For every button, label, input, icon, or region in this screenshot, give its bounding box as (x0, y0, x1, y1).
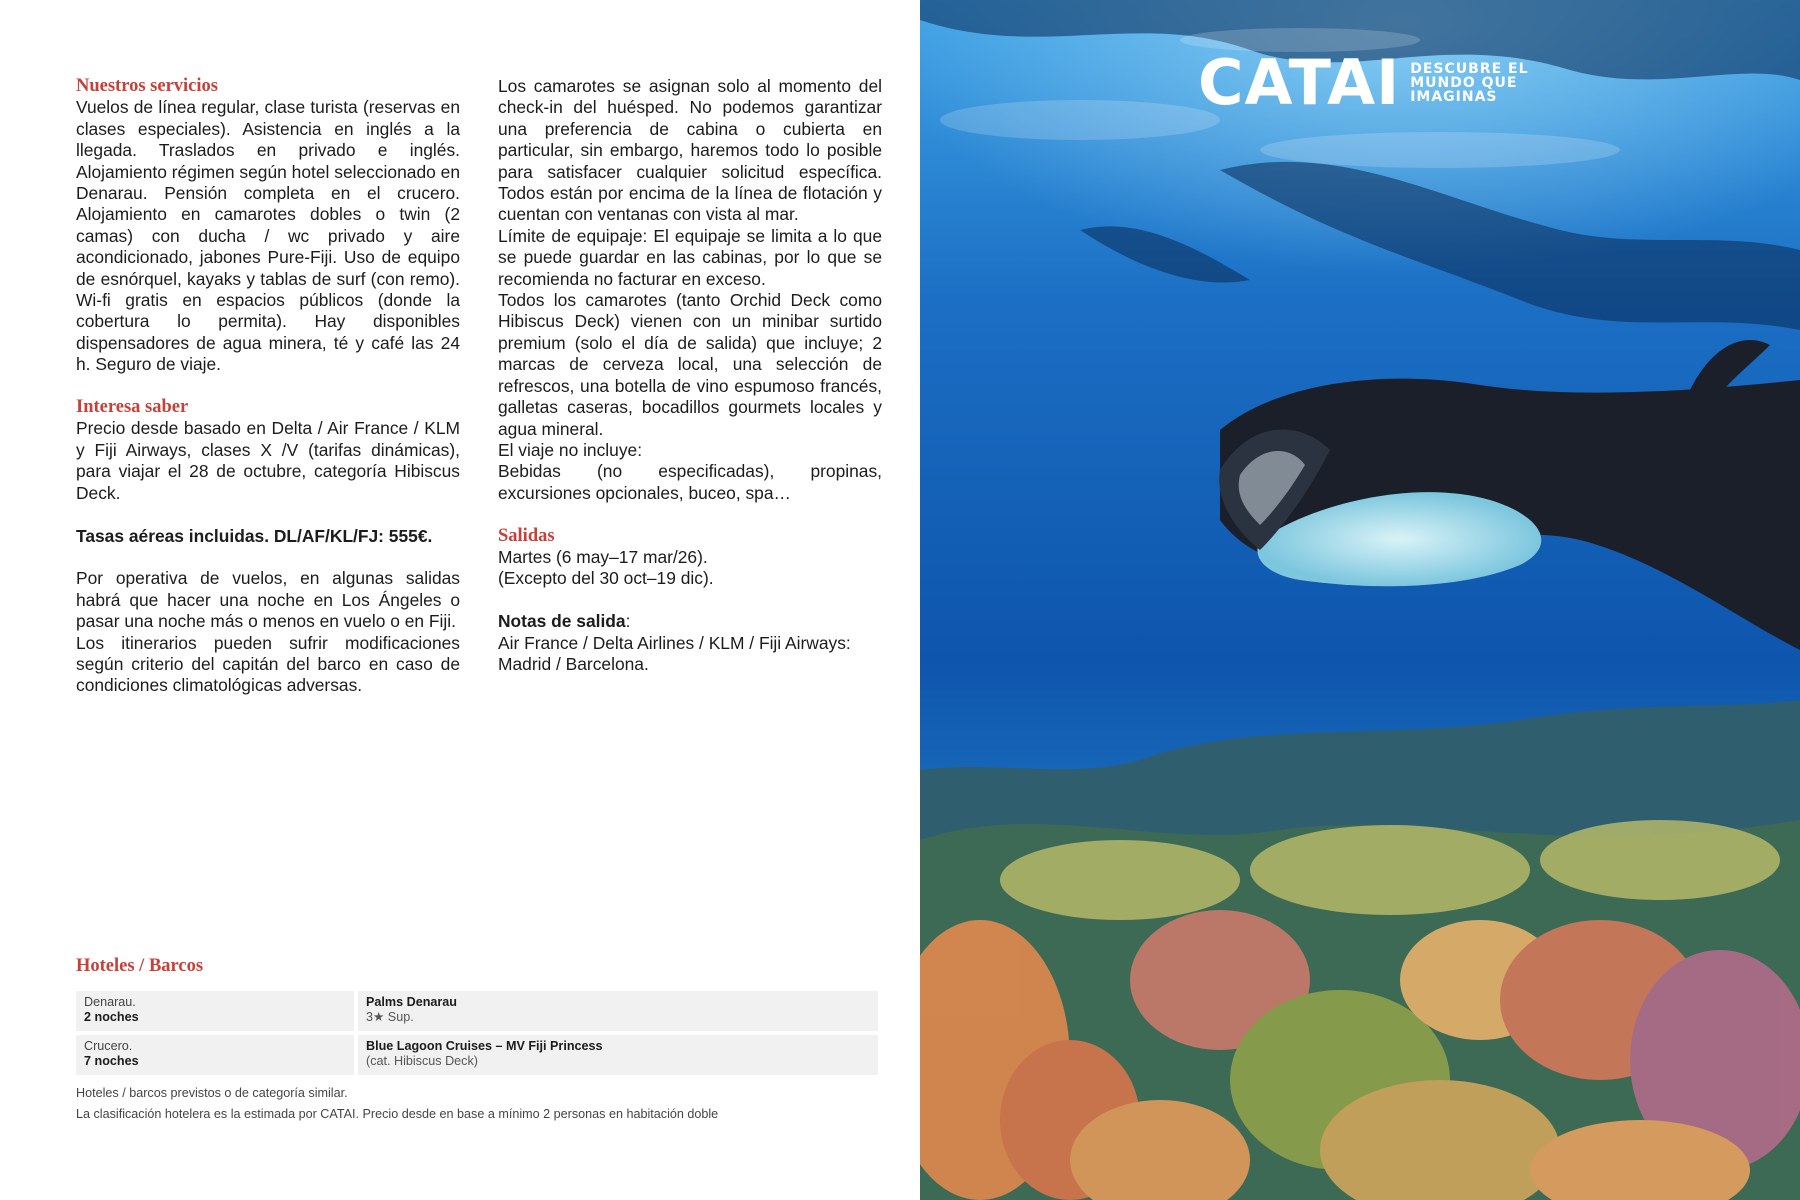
column-1 (76, 76, 460, 697)
brand-name: CATAI (1198, 46, 1401, 119)
brand-tagline-line-2: MUNDO QUE (1410, 75, 1518, 91)
brand-tagline-line-3: IMAGINAS (1410, 89, 1498, 105)
hotel-row (76, 1035, 878, 1075)
hotels-note-1: Hoteles / barcos previstos o de categoría similar. (76, 1086, 348, 1101)
hotel-place: Denarau. (84, 995, 136, 1010)
departure-notes-line-1: Air France / Delta Airlines / KLM / Fiji Airways: (498, 632, 851, 653)
not-included-label: El viaje no incluye: (498, 439, 643, 460)
hotel-name-cell (358, 991, 878, 1031)
hotels-heading: Hoteles / Barcos (76, 956, 204, 976)
itinerary-text: Los itinerarios pueden sufrir modificaciones según criterio del capitán del barco en caso de condiciones climatológicas adversas. (76, 632, 460, 696)
hotels-note-2: La clasificación hotelera es la estimada por CATAI. Precio desde en base a mínimo 2 personas en habitación doble (76, 1107, 719, 1122)
hotel-place-cell (76, 991, 354, 1031)
hotel-row (76, 991, 878, 1031)
brand-tagline (1410, 62, 1528, 104)
column-2 (498, 76, 882, 675)
hotel-nights: 7 noches (84, 1054, 139, 1069)
departures-line-2: (Excepto del 30 oct–19 dic). (498, 568, 714, 589)
brand-tagline-line-1: DESCUBRE EL (1410, 61, 1529, 77)
info-text: Precio desde basado en Delta / Air France / KLM y Fiji Airways, clases X /V (tarifas dinámicas), para viajar el 28 de octubre, categoría Hibiscus Deck. (76, 418, 460, 503)
taxes-text: Tasas aéreas incluidas. DL/AF/KL/FJ: 555€. (76, 525, 433, 546)
hotel-category: (cat. Hibiscus Deck) (366, 1054, 478, 1069)
not-included-text: Bebidas (no especificadas), propinas, excursiones opcionales, buceo, spa… (498, 461, 882, 503)
catai-logo (1198, 46, 1529, 119)
cabins-text: Los camarotes se asignan solo al momento del check-in del huésped. No podemos garantizar una preferencia de cabina o cubierta en particular, sin embargo, haremos todo lo posible para satisfacer cualquier solicitud específica. Todos están por encima de la línea de flotación y cuentan con ventanas con vista al mar. (498, 76, 882, 225)
hotel-name: Blue Lagoon Cruises – MV Fiji Princess (366, 1039, 603, 1054)
departures-line-1: Martes (6 may–17 mar/26). (498, 546, 708, 567)
departures-heading: Salidas (498, 525, 555, 546)
hotel-name: Palms Denarau (366, 995, 457, 1010)
ops-text: Por operativa de vuelos, en algunas salidas habrá que hacer una noche en Los Ángeles o pasar una noche más o menos en vuelo o en Fiji. (76, 568, 460, 632)
minibar-text: Todos los camarotes (tanto Orchid Deck como Hibiscus Deck) vienen con un minibar surtido premium (solo el día de salida) que incluye; 2 marcas de cerveza local, una selección de refrescos, una botella de vino espumoso francés, galletas caseras, bocadillos gourmets locales y agua mineral. (498, 290, 882, 439)
info-heading: Interesa saber (76, 397, 189, 418)
departure-notes-label: Notas de salida (498, 611, 626, 632)
hotel-nights: 2 noches (84, 1010, 139, 1025)
departure-notes-colon: : (625, 611, 631, 632)
departure-notes-line-2: Madrid / Barcelona. (498, 653, 649, 674)
services-heading: Nuestros servicios (76, 76, 218, 96)
hotel-place-cell (76, 1035, 354, 1075)
services-text: Vuelos de línea regular, clase turista (reservas en clases especiales). Asistencia en inglés a la llegada. Traslados en privado e inglés. Alojamiento régimen según hotel seleccionado en Denarau. Pensión completa en el crucero. Alojamiento en camarotes dobles o twin (2 camas) con ducha / wc privado y aire acondicionado, jabones Pure-Fiji. Uso de equipo de esnórquel, kayaks y tablas de surf (con remo). Wi-fi gratis en espacios públicos (donde la cobertura lo permita). Hay disponibles dispensadores de agua minera, té y café las 24 h. Seguro de viaje. (76, 97, 460, 375)
departure-notes-title (498, 611, 882, 632)
hotel-place: Crucero. (84, 1039, 133, 1054)
hotels-section (76, 956, 878, 1125)
manta-ray-photo (920, 0, 1800, 1200)
photo-page (920, 0, 1800, 1200)
hotel-name-cell (358, 1035, 878, 1075)
luggage-text: Límite de equipaje: El equipaje se limita a lo que se puede guardar en las cabinas, por lo que se recomienda no facturar en exceso. (498, 225, 882, 289)
hotel-category: 3★ Sup. (366, 1010, 414, 1025)
